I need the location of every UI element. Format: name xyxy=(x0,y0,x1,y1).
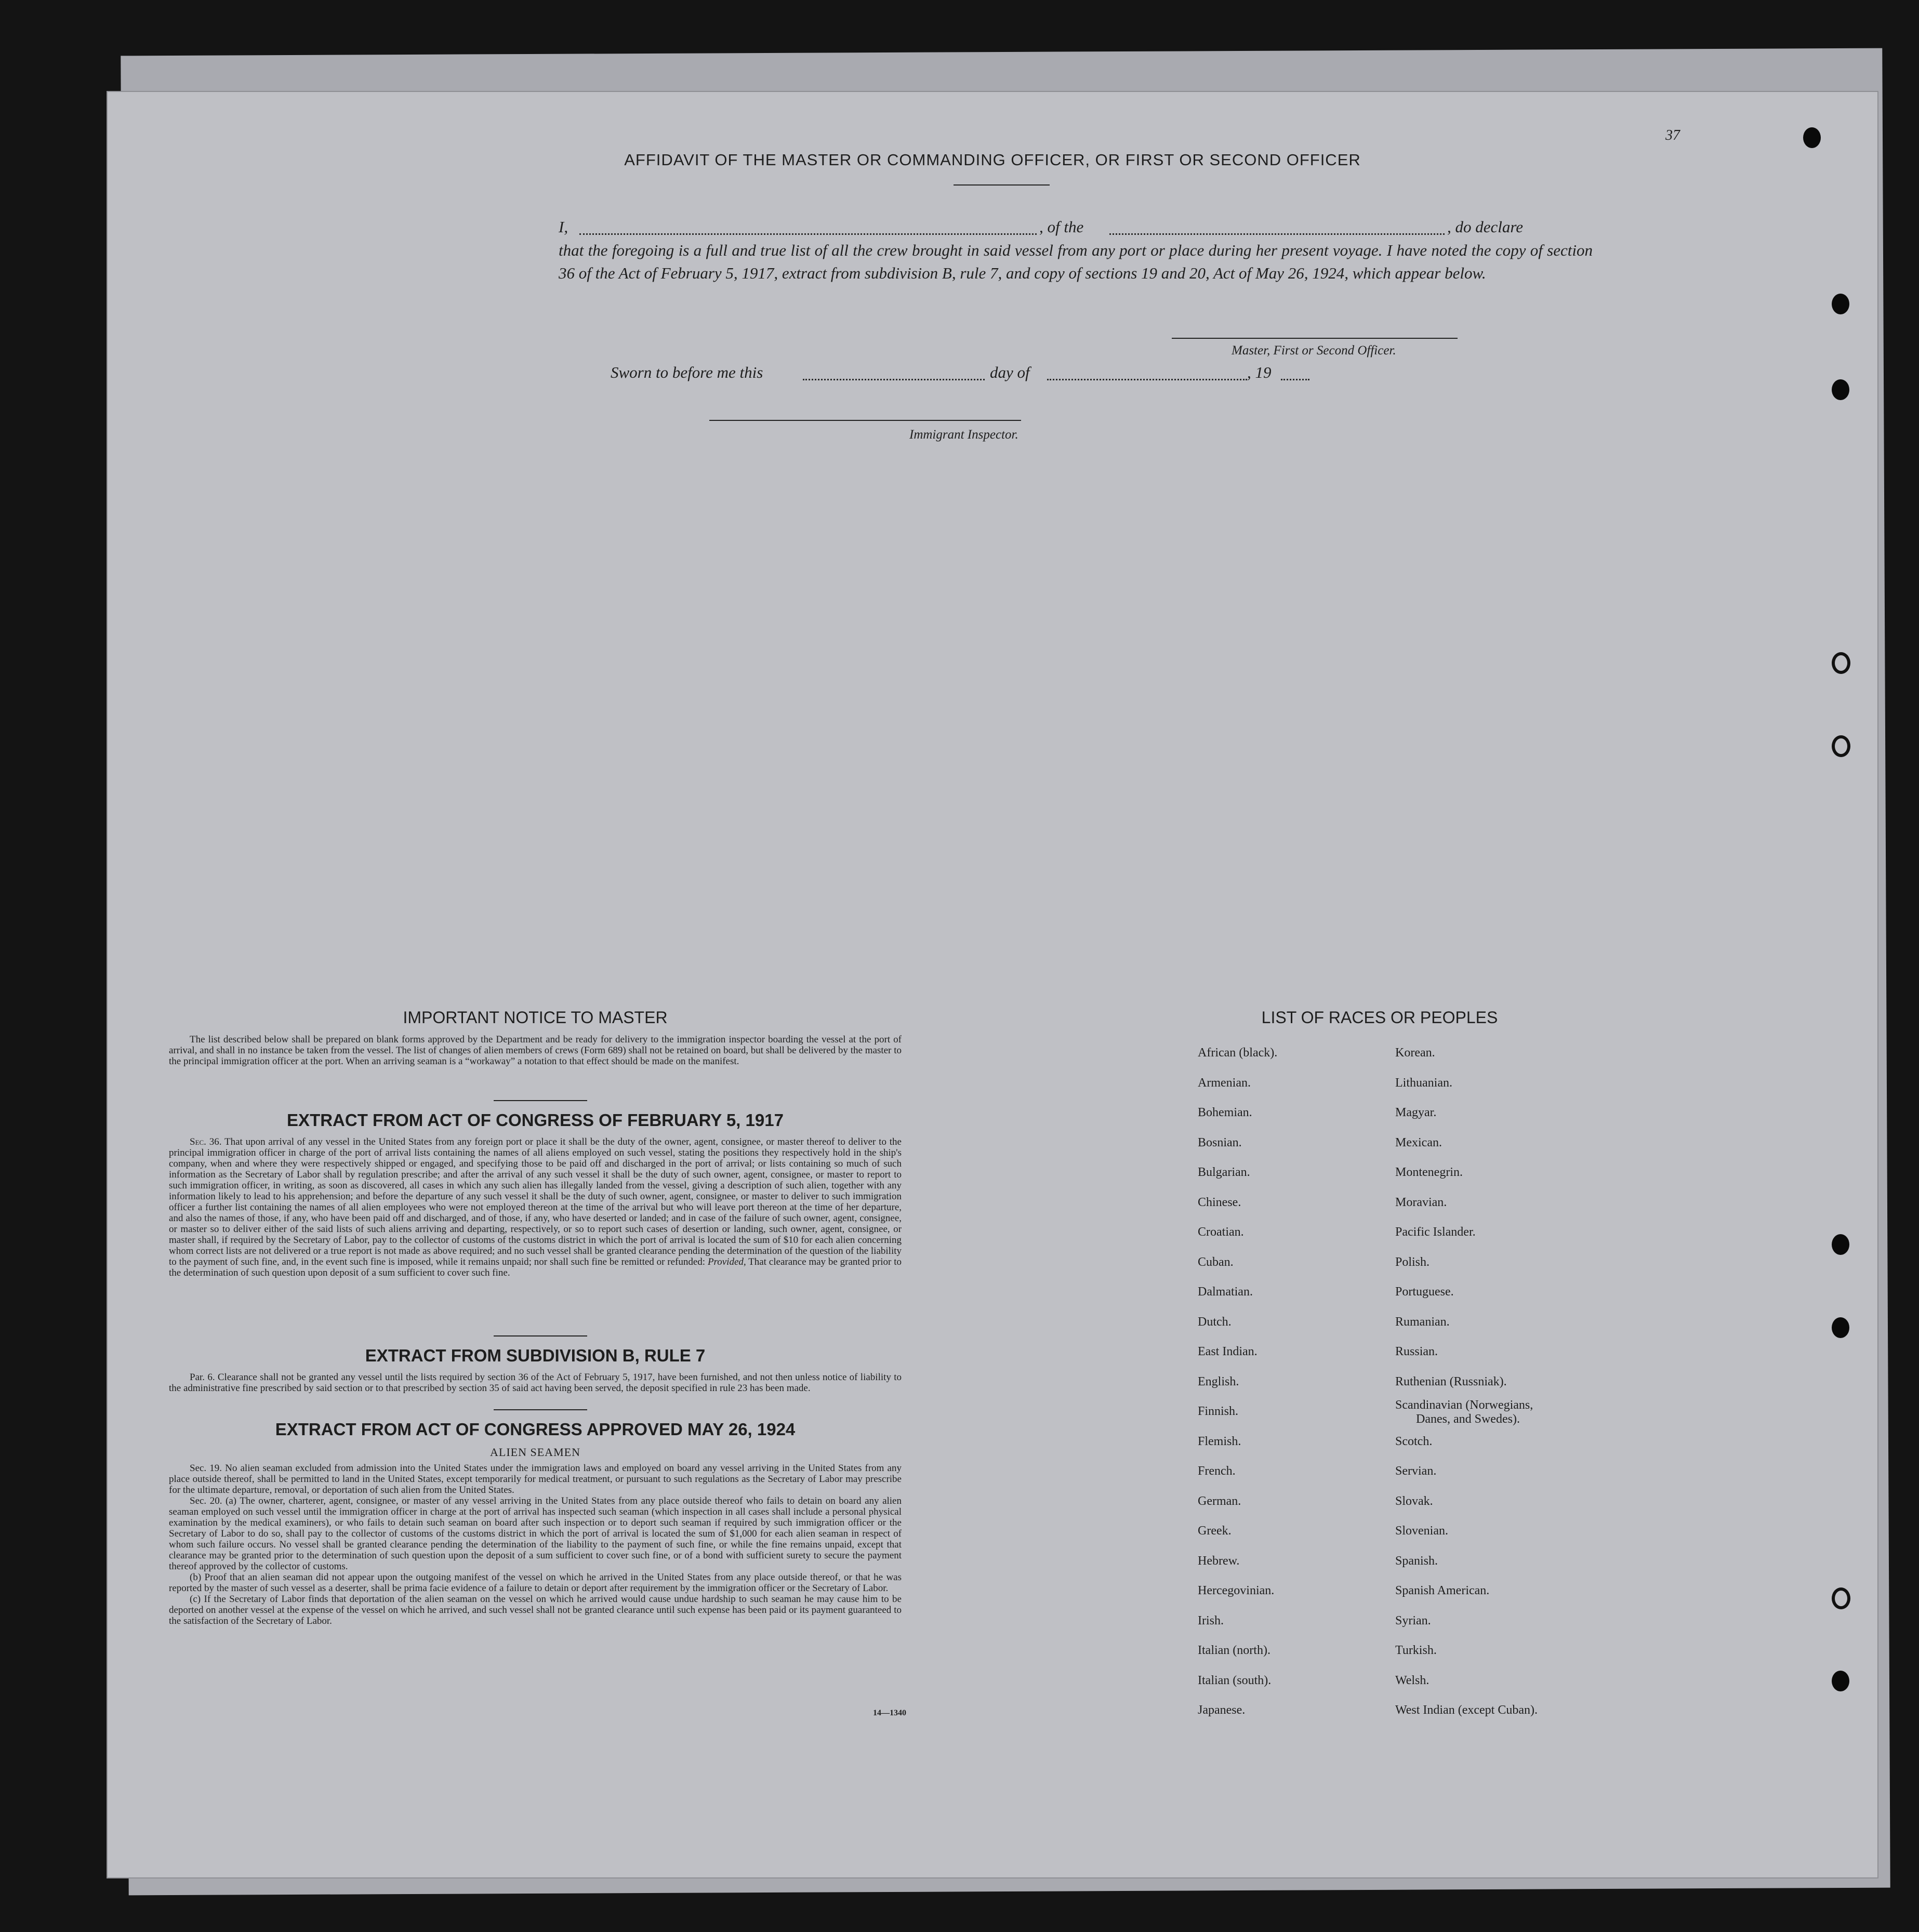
name-blank xyxy=(579,233,1037,235)
race-item: Greek. xyxy=(1198,1524,1232,1538)
sworn-month-blank xyxy=(1047,379,1247,380)
race-item: Korean. xyxy=(1395,1046,1435,1060)
provided-word: Provided, xyxy=(707,1256,746,1267)
race-item: Hebrew. xyxy=(1198,1554,1240,1568)
race-item-continuation: Danes, and Swedes). xyxy=(1416,1412,1520,1426)
section-36-end: That clearance may be granted prior to the determination of such question upon deposit of a sum sufficient to cover such fine. xyxy=(169,1256,902,1278)
binder-hole xyxy=(1832,1671,1849,1691)
race-item: African (black). xyxy=(1198,1046,1278,1060)
race-item: Finnish. xyxy=(1198,1405,1239,1418)
race-item: Armenian. xyxy=(1198,1076,1251,1090)
extract-1924-text xyxy=(169,1463,902,1626)
section-20b-paragraph: (b) Proof that an alien seaman did not appear upon the outgoing manifest of the vessel on which he arrived in the United States from any place outside thereof, or that he was reported by the master of such vessel as a deserter, shall be prima facie evidence of a failure to detain or deport after requirement by the immigration officer or the Secretary of Labor. xyxy=(169,1572,902,1594)
notice-paragraph: The list described below shall be prepared on blank forms approved by the Department and be ready for delivery to the immigration inspector boarding the vessel at the port of arrival, and shall in no instance be taken from the vessel. The list of changes of alien members of crews (Form 689) shall not be retained on board, but shall be delivered by the master to the principal immigration officer at the port. When an arriving seaman is a “workaway” a notation to that effect should be made on the manifest. xyxy=(169,1034,902,1067)
race-item: East Indian. xyxy=(1198,1345,1258,1358)
notice-title: IMPORTANT NOTICE TO MASTER xyxy=(403,1008,668,1027)
section-20c-paragraph: (c) If the Secretary of Labor finds that deportation of the alien seaman on the vessel on which he arrived would cause undue hardship to such seaman he may cause him to be deported on another vessel at the expense of the vessel on which he arrived, and such vessel shall not be granted clearance until such expense has been paid or its payment guaranteed to the satisfaction of the Secretary of Labor. xyxy=(169,1594,902,1626)
races-column-2 xyxy=(1395,1038,1538,1726)
race-item: Dutch. xyxy=(1198,1315,1232,1329)
race-item: Italian (south). xyxy=(1198,1673,1272,1687)
rule-7-title: EXTRACT FROM SUBDIVISION B, RULE 7 xyxy=(365,1346,706,1365)
alien-seamen-subtitle: ALIEN SEAMEN xyxy=(490,1446,580,1459)
race-item: Montenegrin. xyxy=(1395,1166,1463,1179)
affidavit-body: that the foregoing is a full and true list of all the crew brought in said vessel from any port or place during her present voyage. I have noted the copy of section 36 of the Act of February 5, 1917, extract from subdivision B, rule 7, and copy of sections 19 and 20, Act of May 26, 1924, which appear below. xyxy=(559,241,1593,282)
race-item: Dalmatian. xyxy=(1198,1285,1253,1299)
extract-1917-title: EXTRACT FROM ACT OF CONGRESS OF FEBRUARY 5, 1917 xyxy=(287,1110,784,1130)
binder-hole xyxy=(1832,1587,1850,1609)
races-title: LIST OF RACES OR PEOPLES xyxy=(1261,1008,1498,1027)
divider xyxy=(494,1100,587,1101)
binder-hole xyxy=(1832,1317,1849,1338)
vessel-blank xyxy=(1109,233,1445,235)
title-underline xyxy=(954,184,1050,186)
declare-end: , do declare xyxy=(1447,218,1524,236)
section-19-paragraph: Sec. 19. No alien seaman excluded from admission into the United States under the immigration laws and employed on board any vessel arriving in the United States from any place outside thereof, shall be permitted to land in the United States, except temporarily for medical treatment, or pursuant to such regulations as the Secretary of Labor may prescribe for the ultimate departure, removal, or deportation of such alien from the United States. xyxy=(169,1463,902,1496)
race-item: Flemish. xyxy=(1198,1434,1241,1448)
extract-1924-title: EXTRACT FROM ACT OF CONGRESS APPROVED MAY 26, 1924 xyxy=(275,1420,796,1439)
inspector-signature-line xyxy=(709,420,1021,421)
section-36-body: That upon arrival of any vessel in the United States from any foreign port or place it shall be the duty of the owner, agent, consignee, or master thereof to deliver to the principal immigration officer in charge of the port of arrival lists containing the names of all aliens employed on such vessel, stating the positions they respectively hold in the ship's company, when and where they were respectively shipped or engaged, and specifying those to be paid off and discharged in the port of arrival; or lists containing so much of such information as the Secretary of Labor shall by regulation prescribe; and after the arrival of any such vessel it shall be the duty of such owner, agent, consignee, or master to report to such immigration officer, in writing, as soon as discovered, all cases in which any such alien has illegally landed from the vessel, giving a description of such alien, together with any information likely to lead to his apprehension; and before the departure of any such vessel it shall be the duty of such owner, agent, consignee, or master to deliver to such immigration officer a further list containing the names of all alien employees who were not employed thereon at the time of the arrival but who will leave port thereon at the time of her departure, and also the names of those, if any, who have been paid off and discharged, and of those, if any, who have deserted or landed; and in case of the failure of such owner, agent, consignee, or master so to deliver either of the said lists of such aliens arriving and departing, respectively, or so to report such cases of desertion or landing, such owner, agent, consignee, or master shall, if required by the Secretary of Labor, pay to the collector of customs of the customs district in which the port of arrival is located the sum of $10 for each alien concerning whom correct lists are not delivered or a true report is not made as above required; and no such vessel shall be granted clearance pending the determination of the question of the liability to the payment of such fine, and, in the event such fine is imposed, while it remains unpaid; nor shall such fine be remitted or refunded: xyxy=(169,1136,902,1267)
race-item: Portuguese. xyxy=(1395,1285,1454,1299)
race-item-label: Scandinavian (Norwegians, xyxy=(1395,1398,1533,1412)
race-item: Mexican. xyxy=(1395,1135,1442,1149)
race-item: Moravian. xyxy=(1395,1195,1447,1209)
race-item: Spanish American. xyxy=(1395,1584,1490,1597)
race-item: Italian (north). xyxy=(1198,1644,1270,1657)
race-item: West Indian (except Cuban). xyxy=(1395,1703,1538,1717)
sworn-date-blank xyxy=(803,379,985,380)
race-item: Rumanian. xyxy=(1395,1315,1450,1329)
race-item: Bosnian. xyxy=(1198,1135,1242,1149)
sworn-line xyxy=(611,361,1338,384)
race-item: Russian. xyxy=(1395,1345,1438,1358)
race-item: Croatian. xyxy=(1198,1225,1244,1239)
section-20a-paragraph: Sec. 20. (a) The owner, charterer, agent, consignee, or master of any vessel arriving in the United States from any place outside thereof who fails to detain on board any alien seaman employed on such vessel until the immigration officer in charge at the port of arrival has inspected such seaman (which inspection in all cases shall include a personal physical examination by the medical examiners), or who fails to detain such seaman on board after such inspection or to deport such seaman if required by such immigration officer or the Secretary of Labor to do so, shall pay to the collector of customs of the customs district in which the port of arrival is located the sum of $1,000 for each alien seaman in respect of whom such failure occurs. No vessel shall be granted clearance pending the determination of the liability to the payment of such fine, or while the fine remains unpaid, except that clearance may be granted prior to the determination of such question upon the deposit of a sum sufficient to cover such fine, or of a bond with sufficient surety to secure the payment thereof approved by the collector of customs. xyxy=(169,1496,902,1572)
race-item: Slovak. xyxy=(1395,1494,1433,1508)
notice-text xyxy=(169,1034,902,1067)
inspector-label: Immigrant Inspector. xyxy=(909,428,1018,442)
race-item: Chinese. xyxy=(1198,1195,1241,1209)
binder-hole xyxy=(1832,735,1850,757)
race-item: Irish. xyxy=(1198,1613,1224,1627)
race-item: French. xyxy=(1198,1464,1236,1478)
extract-1917-text xyxy=(169,1136,902,1278)
race-item: Slovenian. xyxy=(1395,1524,1448,1538)
declare-line xyxy=(559,216,1593,239)
race-item: Turkish. xyxy=(1395,1644,1437,1657)
sworn-year-blank xyxy=(1281,379,1309,380)
race-item: Magyar. xyxy=(1395,1106,1437,1119)
binder-hole xyxy=(1832,1234,1849,1255)
binder-hole xyxy=(1803,127,1821,148)
race-item: English. xyxy=(1198,1374,1239,1388)
race-item: Lithuanian. xyxy=(1395,1076,1452,1090)
race-item: Pacific Islander. xyxy=(1395,1225,1476,1239)
declare-of-the: , of the xyxy=(1039,218,1084,236)
binder-hole xyxy=(1832,379,1849,400)
race-item: German. xyxy=(1198,1494,1241,1508)
affidavit-title: AFFIDAVIT OF THE MASTER OR COMMANDING OFFICER, OR FIRST OR SECOND OFFICER xyxy=(624,151,1361,169)
declare-i: I, xyxy=(559,218,568,236)
form-number: 14—1340 xyxy=(873,1709,906,1717)
race-item: Hercegovinian. xyxy=(1198,1584,1275,1597)
divider xyxy=(494,1409,587,1410)
sworn-day-of: day of xyxy=(990,363,1030,381)
extract-1917-paragraph xyxy=(169,1136,902,1278)
master-signature-label: Master, First or Second Officer. xyxy=(1232,343,1396,358)
master-signature-line xyxy=(1172,338,1458,339)
rule-7-paragraph: Par. 6. Clearance shall not be granted any vessel until the lists required by section 36 of the Act of February 5, 1917, have been furnished, and not then unless notice of liability to the administrative fine prescribed by said section or to that prescribed by section 35 of said act having been served, the deposit specified in rule 23 has been made. xyxy=(169,1372,902,1394)
race-item: Cuban. xyxy=(1198,1255,1234,1269)
race-item xyxy=(1395,1397,1538,1427)
race-item: Japanese. xyxy=(1198,1703,1246,1717)
races-column-1 xyxy=(1198,1038,1277,1726)
race-item: Bohemian. xyxy=(1198,1106,1252,1119)
race-item: Scotch. xyxy=(1395,1434,1433,1448)
race-item: Syrian. xyxy=(1395,1613,1431,1627)
page-number: 37 xyxy=(1665,127,1680,143)
sworn-prefix: Sworn to before me this xyxy=(611,363,763,381)
race-item: Ruthenian (Russniak). xyxy=(1395,1374,1507,1388)
binder-hole xyxy=(1832,294,1849,314)
binder-hole xyxy=(1832,652,1850,674)
form-sheet xyxy=(107,91,1878,1878)
race-item: Spanish. xyxy=(1395,1554,1438,1568)
section-label: Sec. 36. xyxy=(190,1136,222,1147)
sworn-year: , 19 xyxy=(1247,363,1272,381)
rule-7-text xyxy=(169,1372,902,1394)
race-item: Servian. xyxy=(1395,1464,1437,1478)
race-item: Bulgarian. xyxy=(1198,1166,1250,1179)
divider xyxy=(494,1335,587,1336)
race-item: Polish. xyxy=(1395,1255,1430,1269)
race-item: Welsh. xyxy=(1395,1673,1430,1687)
